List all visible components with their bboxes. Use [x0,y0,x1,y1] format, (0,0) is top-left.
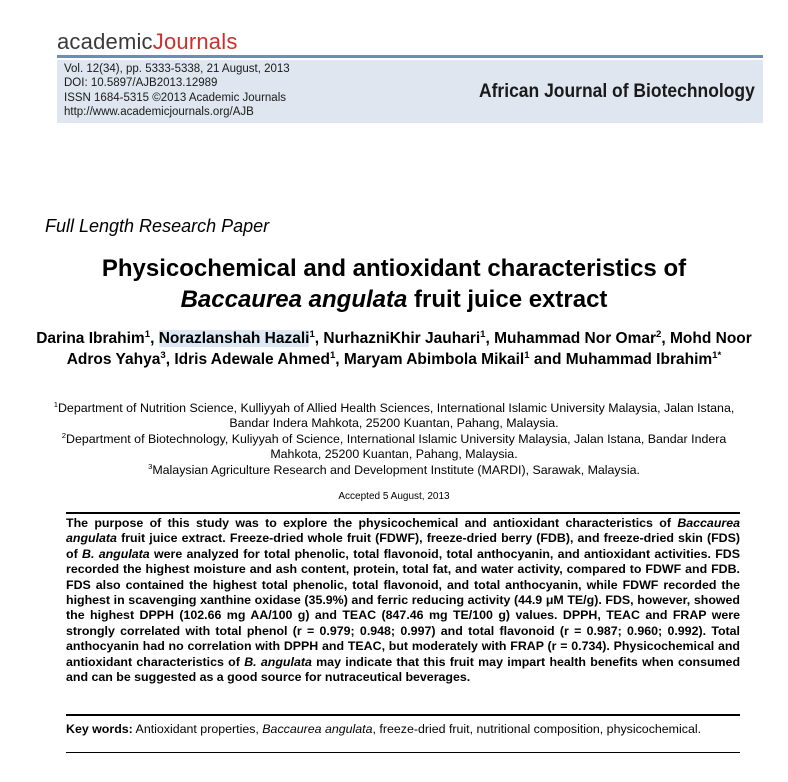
author-affil-mark: 1 [480,328,486,340]
author-affil-mark: 1 [524,349,530,361]
author-separator: , [314,330,324,347]
abstract-text: fruit juice extract. Freeze-dried whole fruit (FDWF), freeze-dried berry (FDB), and freeze-dried skin (FDS) of [66,531,740,561]
abstract-text: were analyzed for total phenolic, total flavonoid, total anthocyanin, and antioxidant activities. FDS recorded the highest moisture and ash content, protein, total fat, and water activity, compared to FDWF and FDB. FDS also contained the highest total phenolic, total flavonoid, and total anthocyanin, while FDWF recorded the highest in scavenging xanthine oxidase (35.9%) and ferric reducing activity (44.9 μM TE/g). FDS, however, showed the highest DPPH (102.66 mg AA/100 g) and TEAC (847.46 mg TE/100 g) values. DPPH, TEAC and FRAP were strongly correlated with total phenol (r = 0.979; 0.948; 0.997) and total flavonoid (r = 0.987; 0.960; 0.992). Total anthocyanin had no correlation with DPPH and TEAC, but moderately with FRAP (r = 0.734). Physicochemical and antioxidant characteristics of [66,546,740,669]
author-separator: , [485,330,495,347]
author-list [30,328,758,370]
author-affil-mark: 1* [712,349,722,361]
citation-info [64,62,290,119]
author-name: Norazlanshah Hazali [158,330,310,347]
keywords-text: Antioxidant properties, [132,722,263,736]
author-name: Maryam Abimbola Mikail [343,351,525,368]
author-affil-mark: 1 [329,349,336,361]
author-separator: , [165,351,175,368]
abstract [66,516,740,685]
abstract-species: B. angulata [82,546,150,561]
abstract-text: The purpose of this study was to explore the physicochemical and antioxidant characteristics of [66,516,678,530]
author-name: Muhammad Ibrahim [565,351,713,368]
abstract-top-rule [66,512,740,514]
journal-name: African Journal of Biotechnology [479,81,755,102]
author-separator: , [150,330,159,347]
logo-prefix: academic [57,29,153,54]
author-name: Muhammad Nor Omar [494,330,657,347]
journal-url-link[interactable]: http://www.academicjournals.org/AJB [64,105,254,118]
title-species: Baccaurea angulata [180,286,408,313]
author-separator: , [335,351,344,368]
affiliation-text: Department of Biotechnology, Kuliyyah of Science, International Islamic University Malaysia, Jalan Istana, Bandar Indera Mahkota, 25200 Kuantan, Pahang, Malaysia. [66,431,727,462]
issn-line: ISSN 1684-5315 ©2013 Academic Journals [64,91,286,104]
affiliation-text: Department of Nutrition Science, Kulliyyah of Allied Health Sciences, International Islamic University Malaysia, Jalan Istana, Bandar Indera Mahkota, 25200 Kuantan, Pahang, Malaysia. [57,401,735,431]
publisher-logo [57,29,238,55]
author-and: and [529,351,566,368]
author-name: NurhazniKhir Jauhari [323,330,481,347]
affiliation-item [40,401,748,432]
header-rule [57,55,763,58]
title-line-1: Physicochemical and antioxidant characteristics of [101,255,687,282]
keywords-end-rule [66,752,740,753]
keywords-label: Key words: [66,722,133,736]
author-affil-mark: 1 [309,328,315,340]
affiliation-mark: 3 [148,461,153,471]
affiliation-item [40,463,748,478]
author-affil-mark: 2 [656,328,662,340]
affiliation-text: Malaysian Agriculture Research and Development Institute (MARDI), Sarawak, Malaysia. [152,462,640,477]
paper-type: Full Length Research Paper [45,216,270,236]
affiliation-mark: 1 [53,399,58,409]
abstract-bottom-rule [66,714,740,716]
doi-line: DOI: 10.5897/AJB2013.12989 [64,77,218,90]
abstract-text: may indicate that this fruit may impart health benefits when consumed and can be suggested as a good source for nutraceutical beverages. [66,654,741,685]
volume-line: Vol. 12(34), pp. 5333-5338, 21 August, 2013 [64,63,290,75]
paper-title [0,253,788,315]
affiliations [40,401,748,478]
keywords-text: , freeze-dried fruit, nutritional composition, physicochemical. [372,722,702,736]
author-name: Mohd Noor Adros Yahya [66,330,752,368]
title-line-2 [0,284,788,315]
affiliation-item [40,432,748,463]
author-affil-mark: 1 [144,328,151,340]
author-separator: , [661,330,671,347]
abstract-species: Baccaurea angulata [66,516,740,546]
accepted-date: Accepted 5 August, 2013 [338,491,450,502]
affiliation-mark: 2 [61,430,66,440]
author-name: Idris Adewale Ahmed [174,351,330,368]
title-rest: fruit juice extract [407,286,608,313]
abstract-species: B. angulata [244,654,312,669]
keywords-species: Baccaurea angulata [262,722,373,736]
author-name: Darina Ibrahim [36,330,145,347]
author-affil-mark: 3 [160,349,166,361]
logo-suffix: Journals [152,29,238,54]
keywords [66,722,740,737]
